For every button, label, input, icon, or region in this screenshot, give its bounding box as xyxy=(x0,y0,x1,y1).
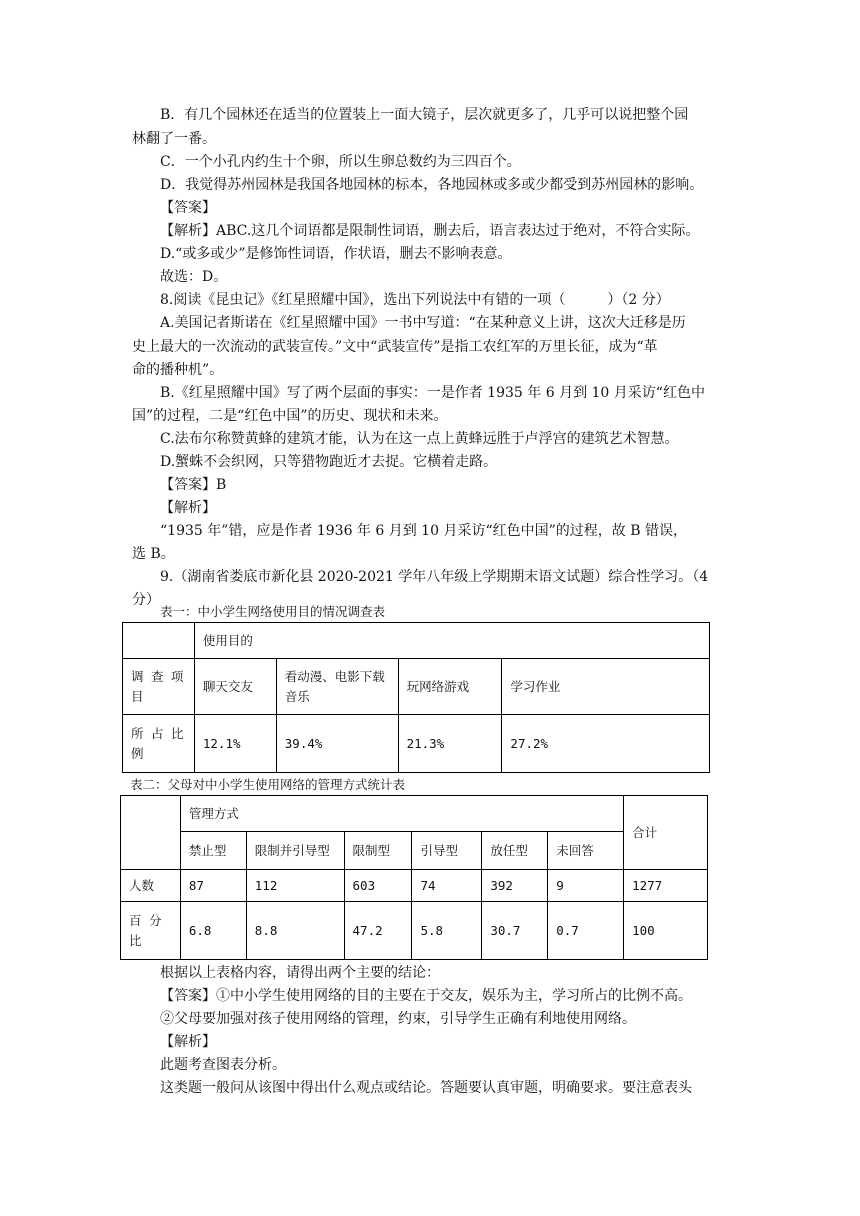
table2-header-row xyxy=(121,796,708,832)
table2-col: 限制并引导型 xyxy=(246,832,344,870)
table1-col-games: 玩网络游戏 xyxy=(398,659,502,715)
table2-row-head: 人数 xyxy=(121,870,181,902)
table2-cell: 30.7 xyxy=(482,902,548,960)
q8-option-b-line2: 国”的过程，二是“红色中国”的历史、现状和未来。 xyxy=(132,408,448,424)
table2-col: 放任型 xyxy=(482,832,548,870)
q7-option-b-line1: B．有几个园林还在适当的位置装上一面大镜子，层次就更多了，几乎可以说把整个园 xyxy=(160,107,689,123)
q7-option-d: D．我觉得苏州园林是我国各地园林的标本，各地园林或多或少都受到苏州园林的影响。 xyxy=(160,177,704,193)
table2-group-header: 管理方式 xyxy=(180,796,623,832)
q8-stem: 8.阅读《昆虫记》《红星照耀中国》，选出下列说法中有错的一项（ ）（2 分） xyxy=(160,292,670,308)
table2-cell: 0.7 xyxy=(548,902,624,960)
table1-val-study: 27.2% xyxy=(502,715,710,773)
q8-option-a-line3: 命的播种机”。 xyxy=(132,362,224,378)
table1-val-media: 39.4% xyxy=(276,715,398,773)
table2-cell: 112 xyxy=(246,870,344,902)
q8-option-a-line2: 史上最大的一次流动的武装宣传。”文中“武装宣传”是指工农红军的万里长征，成为“革 xyxy=(132,339,658,355)
table2-cell: 87 xyxy=(180,870,246,902)
table2-cell: 74 xyxy=(412,870,482,902)
table2-corner-cell xyxy=(121,796,181,870)
q8-option-d: D.蟹蛛不会织网，只等猎物跑近才去捉。它横着走路。 xyxy=(160,454,498,470)
table1-col-chat: 聊天交友 xyxy=(194,659,276,715)
table2-cell: 392 xyxy=(482,870,548,902)
table2-row-head: 百 分 比 xyxy=(121,902,181,960)
q9-answer-line1: 【答案】①中小学生使用网络的目的主要在于交友，娱乐为主，学习所占的比例不高。 xyxy=(160,988,692,1004)
table1-caption: 表一：中小学生网络使用目的情况调查表 xyxy=(160,604,386,619)
table2-cell: 1277 xyxy=(624,870,708,902)
table2-caption: 表二：父母对中小学生使用网络的管理方式统计表 xyxy=(130,777,406,792)
q7-analysis-line2: D.“或多或少”是修饰性词语，作状语，删去不影响表意。 xyxy=(160,246,512,262)
table2-cell: 8.8 xyxy=(246,902,344,960)
table2-cell: 9 xyxy=(548,870,624,902)
table1-col-study: 学习作业 xyxy=(502,659,710,715)
q9-stem-line2: 分） xyxy=(132,592,160,608)
q9-stem-line1: 9.（湖南省娄底市新化县 2020-2021 学年八年级上学期期末语文试题）综合性学习。（4 xyxy=(160,569,709,585)
q8-answer: 【答案】B xyxy=(160,477,227,493)
table2-cell: 6.8 xyxy=(180,902,246,960)
q7-option-b-line2: 林翻了一番。 xyxy=(132,131,216,147)
table2-col: 限制型 xyxy=(344,832,412,870)
q9-prompt: 根据以上表格内容，请得出两个主要的结论： xyxy=(160,965,440,981)
q9-analysis-label: 【解析】 xyxy=(160,1034,216,1050)
table1-ratio-row xyxy=(123,715,710,773)
q7-option-c: C．一个小孔内约生十个卵，所以生卵总数约为三四百个。 xyxy=(160,154,521,170)
table2-col: 引导型 xyxy=(412,832,482,870)
q8-option-a-line1: A.美国记者斯诺在《红星照耀中国》一书中写道：“在某种意义上讲，这次大迁移是历 xyxy=(160,315,686,331)
q9-explanation-line2: 这类题一般问从该图中得出什么观点或结论。答题要认真审题，明确要求。要注意表头 xyxy=(160,1080,692,1096)
q8-explanation-line1: “1935 年”错，应是作者 1936 年 6 月到 10 月采访“红色中国”的过程，故 B 错误， xyxy=(160,523,687,539)
table2-cell: 603 xyxy=(344,870,412,902)
table1-corner-cell xyxy=(123,623,195,659)
q7-answer: 【答案】 xyxy=(160,200,216,216)
q9-answer-line2: ②父母要加强对孩子使用网络的管理，约束，引导学生正确有利地使用网络。 xyxy=(160,1011,636,1027)
q7-choice: 故选：D。 xyxy=(160,269,228,285)
table1-val-games: 21.3% xyxy=(398,715,502,773)
q9-explanation-line1: 此题考查图表分析。 xyxy=(160,1057,286,1073)
q7-analysis-line1: 【解析】ABC.这几个词语都是限制性词语，删去后，语言表达过于绝对，不符合实际。 xyxy=(160,223,700,239)
table1-row-head: 所 占 比 例 xyxy=(123,715,195,773)
q8-analysis-label: 【解析】 xyxy=(160,500,216,516)
table2-cell: 47.2 xyxy=(344,902,412,960)
q8-explanation-line2: 选 B。 xyxy=(132,546,175,562)
table2-percent-row xyxy=(121,902,708,960)
table2-total-header: 合计 xyxy=(624,796,708,870)
table2-types-row xyxy=(121,832,708,870)
table1-row-head: 调 查 项 目 xyxy=(123,659,195,715)
table2-col: 禁止型 xyxy=(180,832,246,870)
table1-group-header: 使用目的 xyxy=(194,623,709,659)
table2-cell: 5.8 xyxy=(412,902,482,960)
table1-items-row xyxy=(123,659,710,715)
q8-option-b-line1: B.《红星照耀中国》写了两个层面的事实：一是作者 1935 年 6 月到 10 月采访“红色中 xyxy=(160,385,705,401)
table-network-usage-purpose xyxy=(122,622,710,773)
table2-col: 未回答 xyxy=(548,832,624,870)
q8-option-c: C.法布尔称赞黄蜂的建筑才能，认为在这一点上黄蜂远胜于卢浮宫的建筑艺术智慧。 xyxy=(160,431,679,447)
table1-val-chat: 12.1% xyxy=(194,715,276,773)
table2-count-row xyxy=(121,870,708,902)
table1-header-row xyxy=(123,623,710,659)
table1-col-media: 看动漫、电影下载 音乐 xyxy=(276,659,398,715)
table-parent-management xyxy=(120,795,708,960)
table2-cell: 100 xyxy=(624,902,708,960)
